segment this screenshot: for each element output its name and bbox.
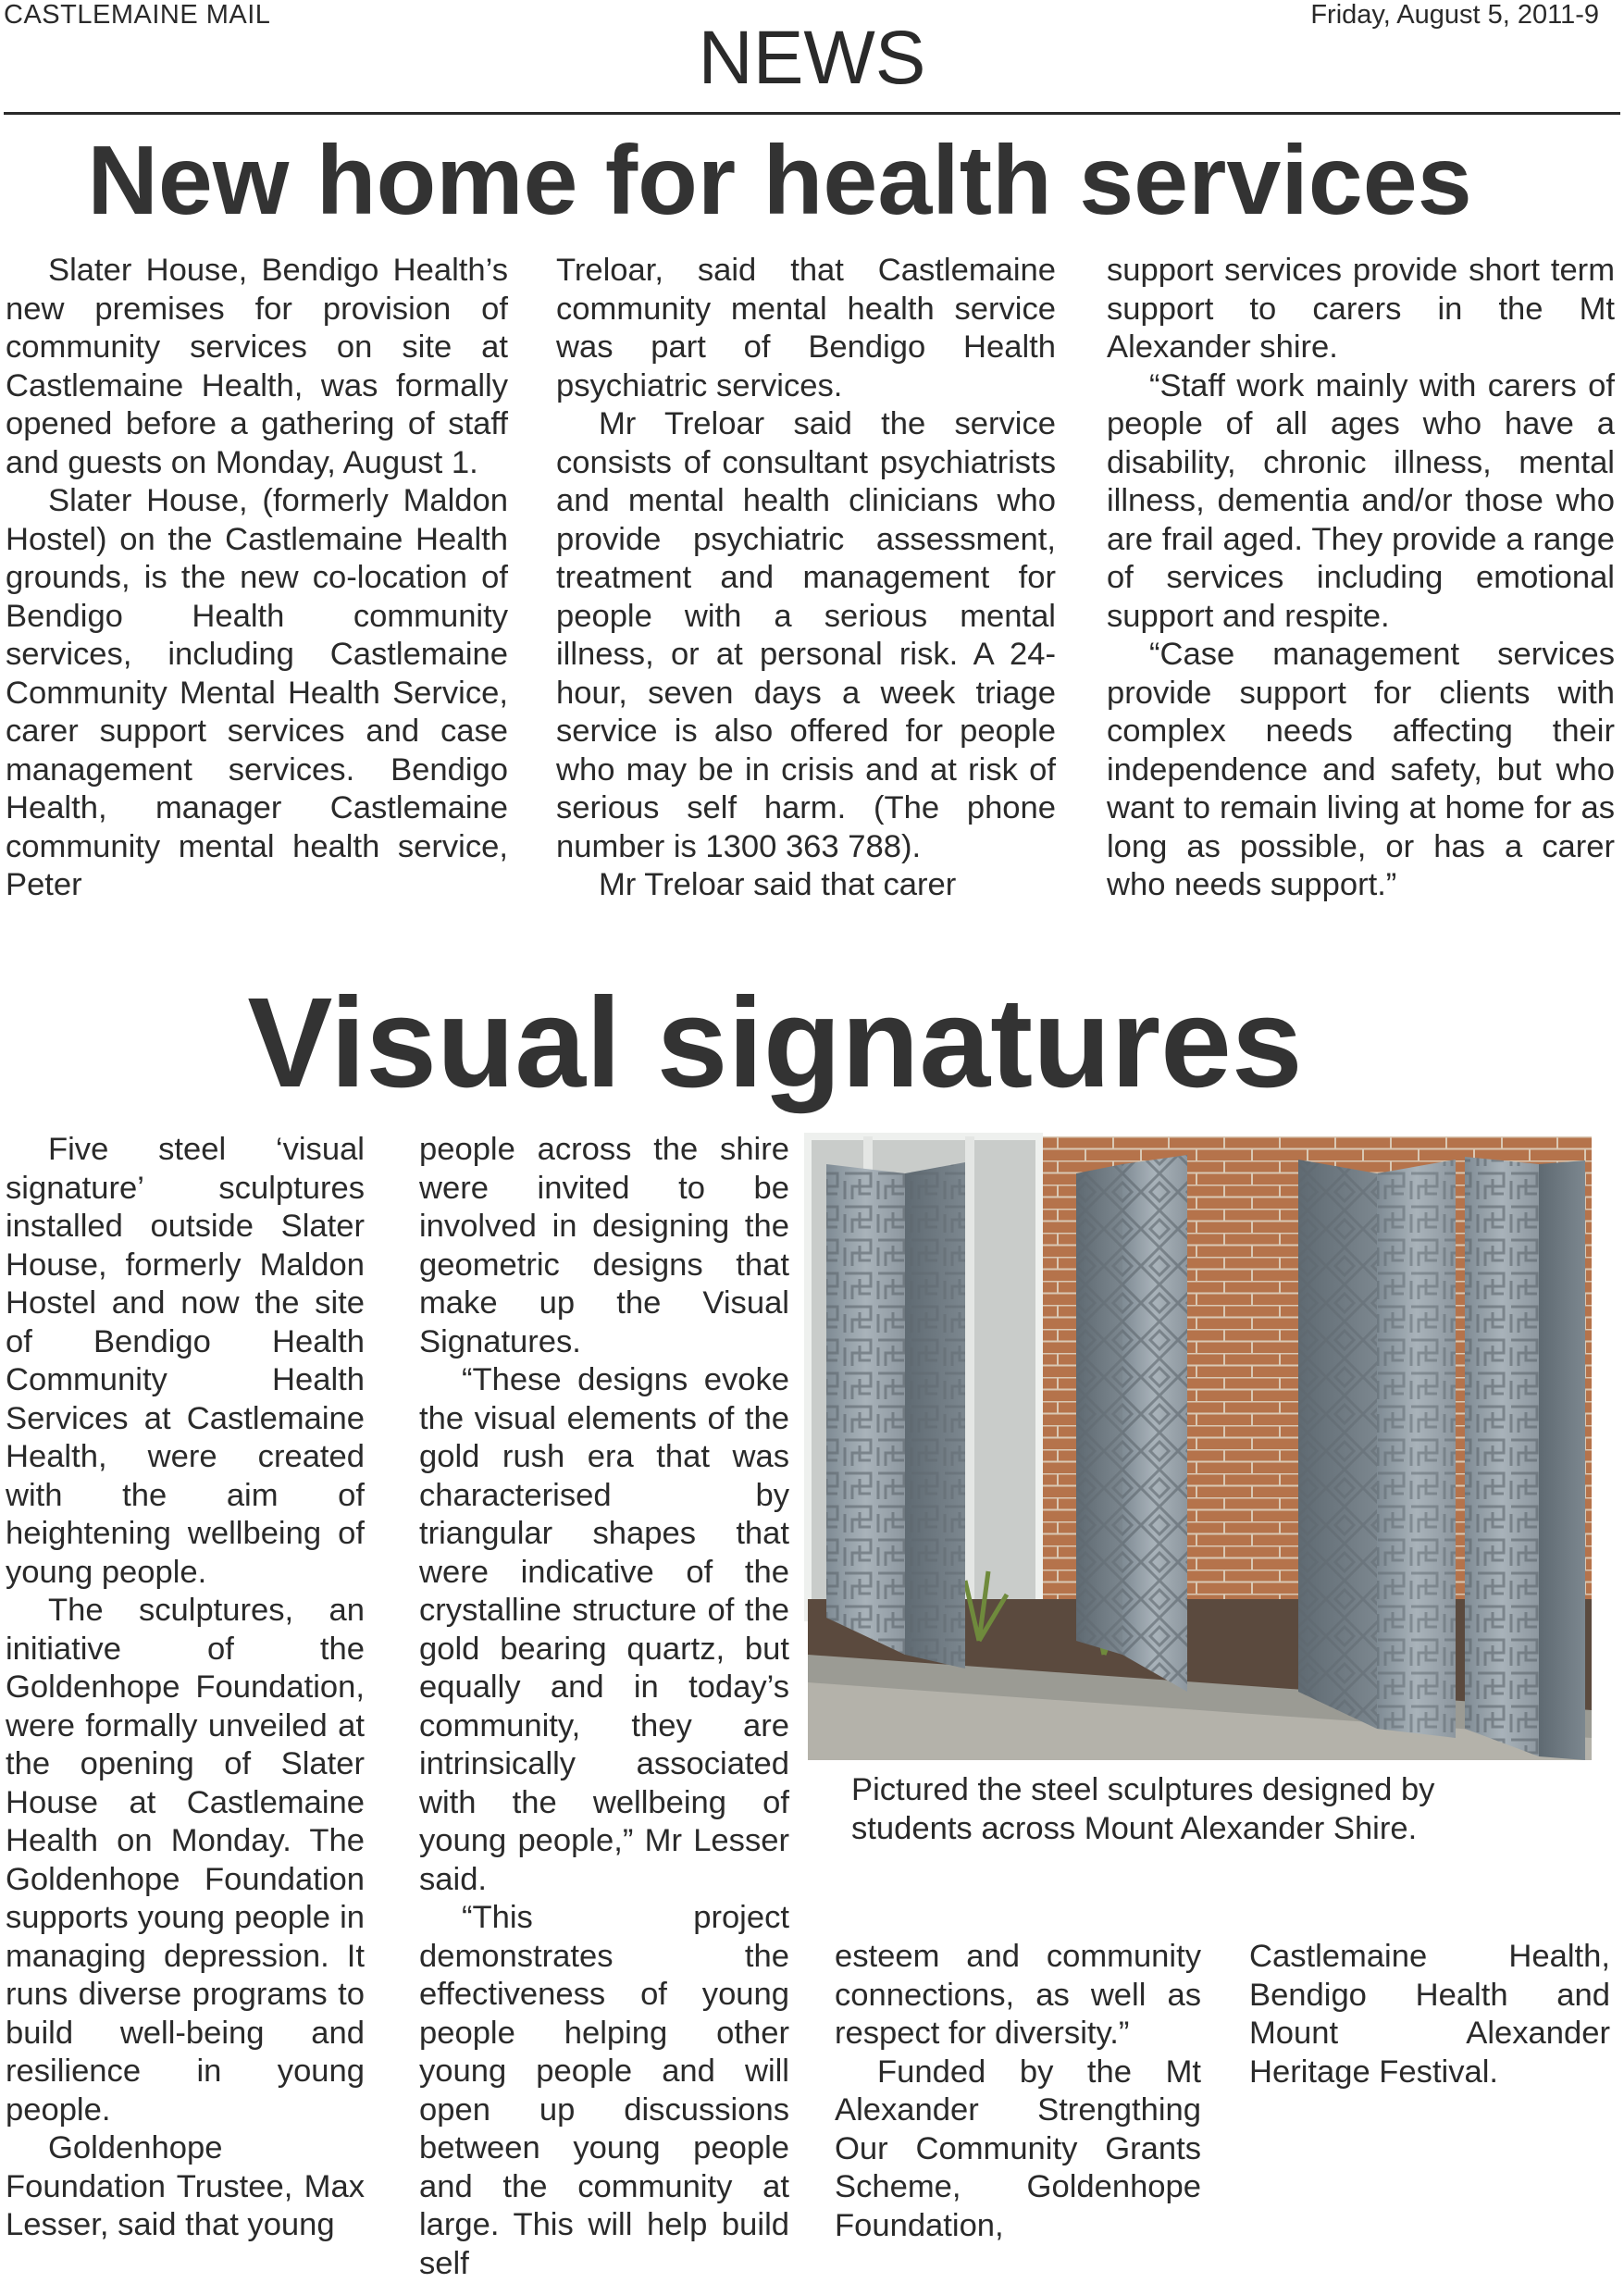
story2-column-3 (835, 1938, 1201, 2245)
paragraph: Five steel ‘visual signature’ sculptures installed outside Slater House, formerly Maldon Hostel and now the site of Bendigo Health Community Health Services at Castlemaine Health, were created with the aim of heightening wellbeing of young people. (6, 1132, 365, 1590)
paragraph: “This project demonstrates the effectiveness of young people helping other young people and will open up discussions between young people and the community at large. This will help build self (419, 1900, 789, 2281)
story1-headline: New home for health services (87, 126, 1472, 235)
story1-column-2 (556, 252, 1056, 905)
paragraph: “Staff work mainly with carers of people of all ages who have a disability, chronic illness, mental illness, dementia and/or those who are frail aged. They provide a range of services including emotional support and respite. (1107, 367, 1615, 634)
paragraph: Treloar, said that Castlemaine community mental health service was part of Bendigo Health psychiatric services. (556, 253, 1056, 403)
paragraph: support services provide short term support to carers in the Mt Alexander shire. (1107, 253, 1615, 365)
paragraph: “Case management services provide support for clients with complex needs affecting their independence and safety, but who want to remain living at home for as long as possible, or has a carer who needs support.” (1107, 637, 1615, 902)
paragraph: Mr Treloar said the service consists of consultant psychiatrists and mental health clinicians who provide psychiatric assessment, treatment and management for people with a serious mental illness, or at personal risk. A 24-hour, seven days a week triage service is also offered for people who may be in crisis and at risk of serious self harm. (The phone number is 1300 363 788). (556, 406, 1056, 864)
paragraph: esteem and community connections, as well as respect for diversity.” (835, 1939, 1201, 2051)
paragraph: Slater House, Bendigo Health’s new premises for provision of community services on site at Castlemaine Health, was formally opened before a gathering of staff and guests on Monday, August 1. (6, 253, 508, 480)
sculptures-photo-drawing (808, 1136, 1592, 1760)
story2-column-1 (6, 1131, 365, 2245)
masthead-date-page: Friday, August 5, 2011-9 (1310, 0, 1599, 30)
sculptures-photo (808, 1136, 1592, 1760)
paragraph: Castlemaine Health, Bendigo Health and Mount Alexander Heritage Festival. (1249, 1939, 1610, 2090)
paragraph: “These designs evoke the visual elements of the gold rush era that was characterised by triangular shapes that were indicative of the crystalline structure of the gold bearing quartz, but equally and in today’s community, they are intrinsically associated with the wellbeing of young people,” Mr Lesser said. (419, 1362, 789, 1897)
masthead-rule (4, 112, 1620, 115)
paragraph: Mr Treloar said that carer (599, 867, 957, 902)
story2-column-4 (1249, 1938, 1610, 2091)
story1-column-1 (6, 252, 508, 905)
section-title: NEWS (698, 16, 926, 100)
masthead-paper-name: CASTLEMAINE MAIL (4, 0, 271, 30)
paragraph: The sculptures, an initiative of the Goldenhope Foundation, were formally unveiled at the opening of Slater House at Castlemaine Health on Monday. The Goldenhope Foundation supports young people in managing depression. It runs diverse programs to build well-being and resilience in young people. (6, 1593, 365, 2128)
paragraph: Slater House, (formerly Maldon Hostel) on the Castlemaine Health grounds, is the new co-location of Bendigo Health community services, including Castlemaine Community Mental Health Service, carer support services and case management services. Bendigo Health, manager Castlemaine community mental health service, Peter (6, 483, 508, 902)
paragraph: people across the shire were invited to be involved in designing the geometric designs that make up the Visual Signatures. (419, 1132, 789, 1359)
story1-column-3 (1107, 252, 1615, 905)
photo-caption: Pictured the steel sculptures designed by students across Mount Alexander Shire. (851, 1772, 1435, 1846)
paragraph: Goldenhope Foundation Trustee, Max Lesser, said that young (6, 2130, 365, 2242)
story2-headline: Visual signatures (247, 972, 1303, 1114)
paragraph: Funded by the Mt Alexander Strengthing Our Community Grants Scheme, Goldenhope Foundation, (835, 2053, 1201, 2243)
story2-column-2 (419, 1131, 789, 2283)
